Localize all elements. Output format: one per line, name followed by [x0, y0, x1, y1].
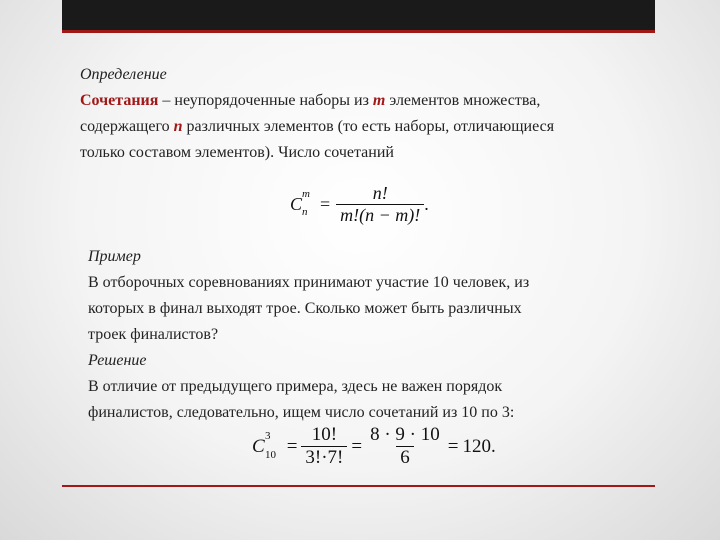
example-section — [88, 244, 529, 426]
top-banner — [62, 0, 655, 33]
example-line-1: В отборочных соревнованиях принимают участие 10 человек, из — [88, 274, 530, 291]
solution-line-1: В отличие от предыдущего примера, здесь не важен порядок — [88, 378, 503, 395]
variable-m: m — [372, 92, 386, 109]
solution-heading: Решение — [88, 352, 147, 369]
example-formula — [252, 424, 496, 469]
definition-text-1a: – неупорядоченные наборы из — [158, 92, 373, 109]
formula2-fraction-1-denominator: 3!·7! — [301, 446, 347, 469]
definition-term: Сочетания — [80, 92, 159, 109]
bottom-divider — [62, 485, 655, 487]
formula1-denominator: m!(n − m)! — [336, 204, 424, 226]
formula1-fraction — [336, 183, 424, 226]
formula1-numerator: n! — [372, 183, 388, 203]
definition-text-2b: различных элементов (то есть наборы, отличающиеся — [182, 118, 555, 135]
formula1-lhs: C m n — [290, 188, 310, 218]
formula2-fraction-2 — [366, 424, 444, 469]
definition-section — [80, 62, 554, 166]
formula2-fraction-2-denominator: 6 — [396, 446, 414, 469]
formula2-fraction-1-numerator: 10! — [311, 424, 338, 445]
definition-heading: Определение — [80, 66, 167, 83]
formula2-equals-1: = — [286, 435, 298, 457]
example-line-2: которых в финал выходят трое. Сколько может быть различных — [88, 300, 522, 317]
formula2-result: 120. — [462, 435, 496, 457]
formula2-equals-3: = — [447, 435, 459, 457]
example-line-3: троек финалистов? — [88, 326, 219, 343]
combinations-formula — [290, 183, 429, 226]
formula2-fraction-1 — [301, 424, 347, 469]
definition-text-2a: содержащего — [80, 118, 174, 135]
formula1-equals: = — [320, 194, 331, 214]
formula2-equals-2: = — [351, 435, 363, 457]
formula2-fraction-2-numerator: 8 · 9 · 10 — [370, 424, 440, 445]
definition-line-1 — [80, 88, 554, 114]
solution-line-2: финалистов, следовательно, ищем число сочетаний из 10 по 3: — [88, 404, 515, 421]
definition-line-2 — [80, 114, 554, 140]
variable-n: n — [173, 118, 183, 135]
definition-line-3: только составом элементов). Число сочетаний — [80, 144, 394, 161]
example-heading: Пример — [88, 248, 141, 265]
formula1-period: . — [424, 194, 429, 214]
formula2-lhs: C 3 10 — [252, 429, 276, 461]
definition-text-1b: элементов множества, — [385, 92, 541, 109]
